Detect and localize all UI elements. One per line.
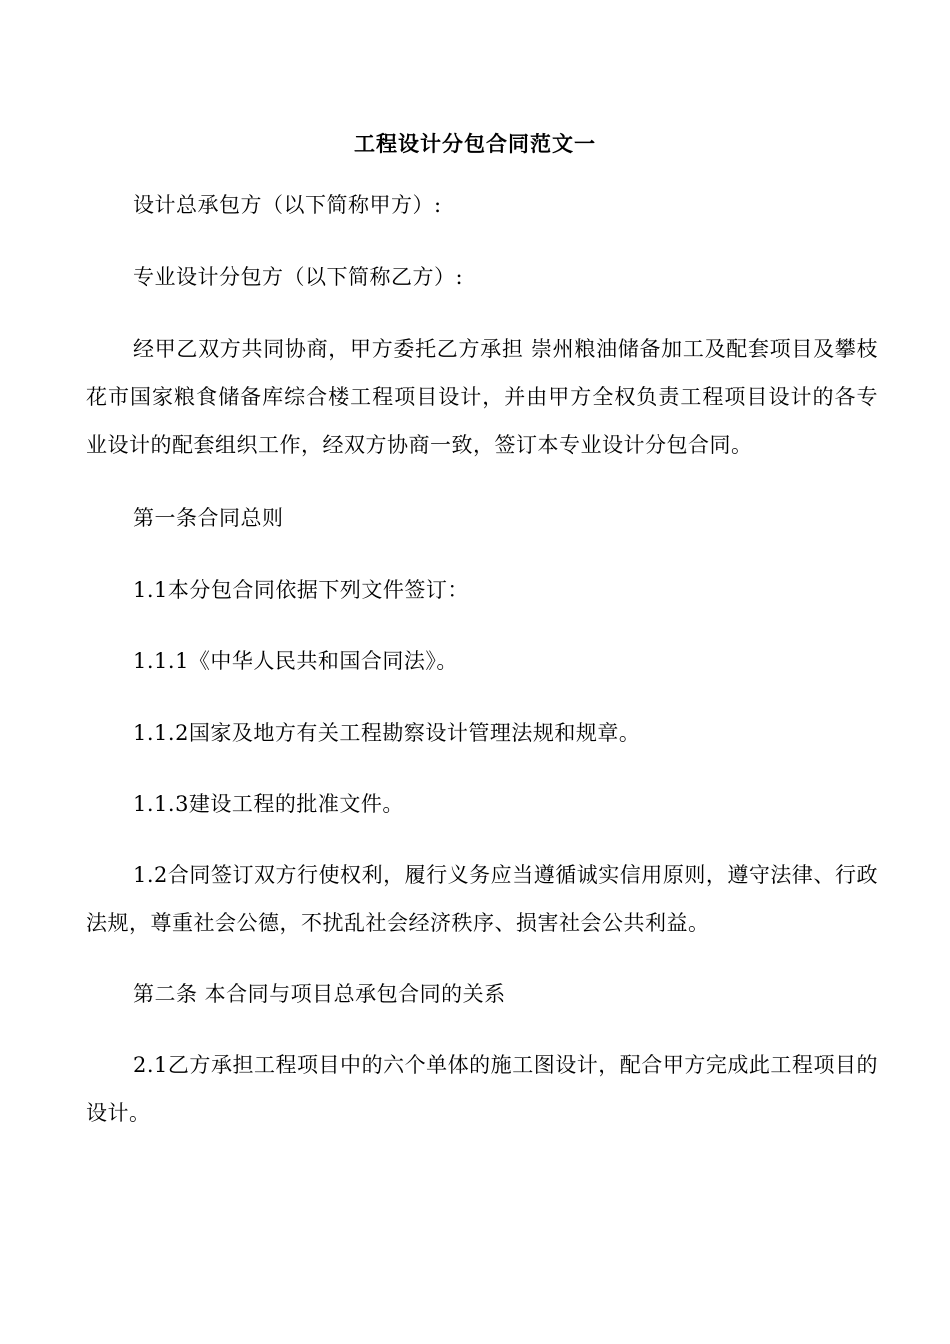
clause-1-1-1: 1.1.1《中华人民共和国合同法》。 bbox=[133, 649, 458, 673]
clause-1-2: 1.2合同签订双方行使权利，履行义务应当遵循诚实信用原则，遵守法律、行政法规，尊重社会公德，不扰乱社会经济秩序、损害社会公共利益。 bbox=[86, 863, 878, 935]
party-a-line: 设计总承包方（以下简称甲方）: bbox=[133, 193, 442, 217]
preamble-paragraph: 经甲乙双方共同协商，甲方委托乙方承担 崇州粮油储备加工及配套项目及攀枝花市国家粮食储备库综合楼工程项目设计，并由甲方全权负责工程项目设计的各专业设计的配套组织工作，经双方协商一致，签订本专业设计分包合同。 bbox=[86, 337, 878, 457]
party-b-line: 专业设计分包方（以下简称乙方）: bbox=[133, 265, 464, 289]
clause-1-1: 1.1本分包合同依据下列文件签订： bbox=[133, 578, 469, 602]
article-2-heading: 第二条 本合同与项目总承包合同的关系 bbox=[133, 982, 506, 1006]
clause-1-1-2: 1.1.2国家及地方有关工程勘察设计管理法规和规章。 bbox=[133, 721, 641, 745]
clause-2-1: 2.1乙方承担工程项目中的六个单体的施工图设计，配合甲方完成此工程项目的设计。 bbox=[86, 1053, 878, 1125]
document-title: 工程设计分包合同范文一 bbox=[354, 131, 596, 156]
clause-1-1-3: 1.1.3建设工程的批准文件。 bbox=[133, 792, 404, 816]
article-1-heading: 第一条合同总则 bbox=[133, 506, 284, 530]
